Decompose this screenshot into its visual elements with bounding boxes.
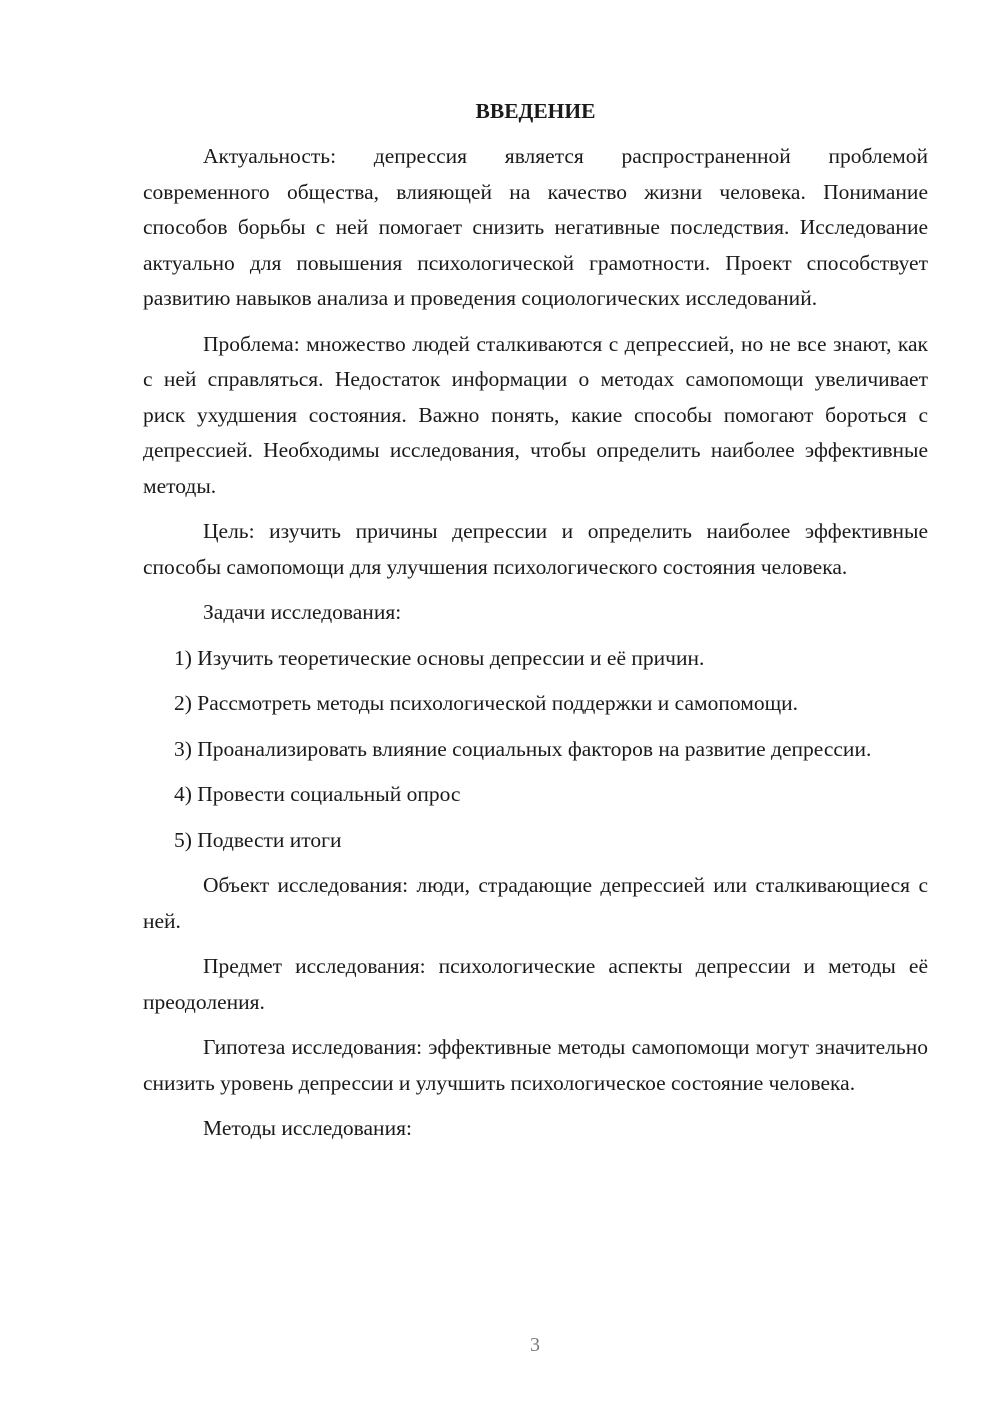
task-item: 5) Подвести итоги (174, 827, 342, 852)
subject-paragraph: Предмет исследования: психологические аспекты депрессии и методы её преодоления. (143, 954, 928, 1014)
hypothesis-paragraph: Гипотеза исследования: эффективные методы самопомощи могут значительно снизить уровень депрессии и улучшить психологическое состояние человека. (143, 1035, 928, 1095)
relevance-paragraph: Актуальность: депрессия является распространенной проблемой современного общества, влияющей на качество жизни человека. Понимание способов борьбы с ней помогает снизить негативные последствия. Исследование актуально для повышения психологической грамотности. Проект способствует развитию навыков анализа и проведения социологических исследований. (143, 144, 928, 310)
page-number: 3 (530, 1334, 540, 1356)
methods-heading: Методы исследования: (203, 1116, 412, 1140)
section-title: ВВЕДЕНИЕ (475, 99, 596, 123)
goal-paragraph: Цель: изучить причины депрессии и определить наиболее эффективные способы самопомощи для улучшения психологического состояния человека. (143, 519, 928, 579)
task-item: 3) Проанализировать влияние социальных факторов на развитие депрессии. (174, 736, 872, 761)
task-item: 4) Провести социальный опрос (174, 782, 461, 806)
task-item: 2) Рассмотреть методы психологической поддержки и самопомощи. (174, 691, 799, 715)
object-paragraph: Объект исследования: люди, страдающие депрессией или сталкивающиеся с ней. (143, 873, 928, 933)
task-item: 1) Изучить теоретические основы депрессии и её причин. (174, 645, 705, 670)
document-page (143, 94, 928, 1157)
tasks-heading: Задачи исследования: (203, 600, 402, 624)
problem-paragraph: Проблема: множество людей сталкиваются с депрессией, но не все знают, как с ней справляться. Недостаток информации о методах самопомощи увеличивает риск ухудшения состояния. Важно понять, какие способы помогают бороться с депрессией. Необходимы исследования, чтобы определить наиболее эффективные методы. (143, 331, 928, 498)
